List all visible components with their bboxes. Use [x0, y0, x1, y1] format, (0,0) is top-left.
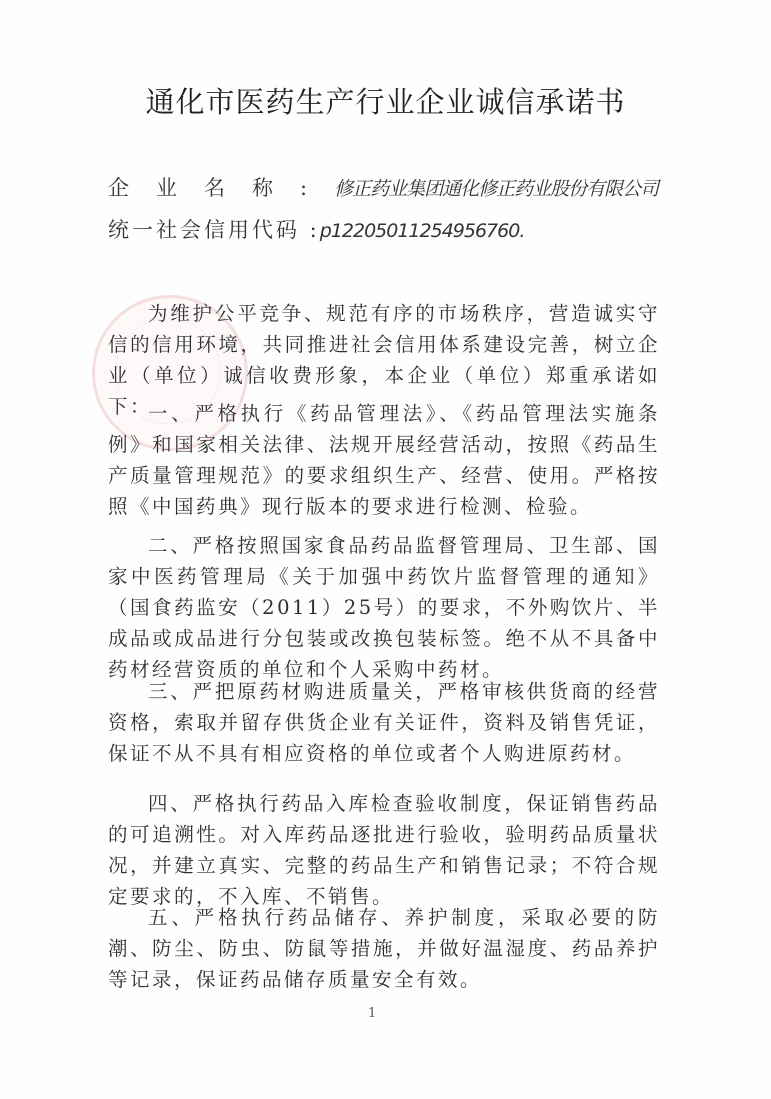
credit-code-field: [108, 214, 524, 244]
company-name-handwritten-value: 修正药业集团通化修正药业股份有限公司: [334, 178, 659, 200]
commitment-item-2: 二、严格按照国家食品药品监督管理局、卫生部、国家中医药管理局《关于加强中药饮片监督管理的通知》（国食药监安（2011）25号）的要求，不外购饮片、半成品或成品进行分包装或改换包装标签。绝不从不具备中药材经营资质的单位和个人采购中药材。: [108, 534, 660, 681]
document-title: 通化市医药生产行业企业诚信承诺书: [145, 85, 626, 119]
commitment-item-4: 四、严格执行药品入库检查验收制度，保证销售药品的可追溯性。对入库药品逐批进行验收，验明药品质量状况，并建立真实、完整的药品生产和销售记录；不符合规定要求的，不入库、不销售。: [108, 792, 660, 908]
commitment-item-5: 五、严格执行药品储存、养护制度，采取必要的防潮、防尘、防虫、防鼠等措施，并做好温湿度、药品养护等记录，保证药品储存质量安全有效。: [108, 906, 660, 991]
credit-code-label: 统一社会信用代码 :: [108, 218, 320, 242]
credit-code-handwritten-value: p12205011254956760.: [319, 220, 525, 242]
company-name-label: 企业名称:: [108, 176, 335, 200]
page-number: 1: [368, 1006, 377, 1021]
commitment-item-1: 一、严格执行《药品管理法》、《药品管理法实施条例》和国家相关法律、法规开展经营活动，按照《药品生产质量管理规范》的要求组织生产、经营、使用。严格按照《中国药典》现行版本的要求进行检测、检验。: [108, 402, 660, 518]
intro-paragraph: 为维护公平竞争、规范有序的市场秩序，营造诚实守信的信用环境，共同推进社会信用体系建设完善，树立企业（单位）诚信收费形象，本企业（单位）郑重承诺如下：: [108, 302, 660, 418]
company-name-field: [108, 172, 658, 202]
commitment-item-3: 三、严把原药材购进质量关，严格审核供货商的经营资格，索取并留存供货企业有关证件，资料及销售凭证，保证不从不具有相应资格的单位或者个人购进原药材。: [108, 680, 660, 765]
